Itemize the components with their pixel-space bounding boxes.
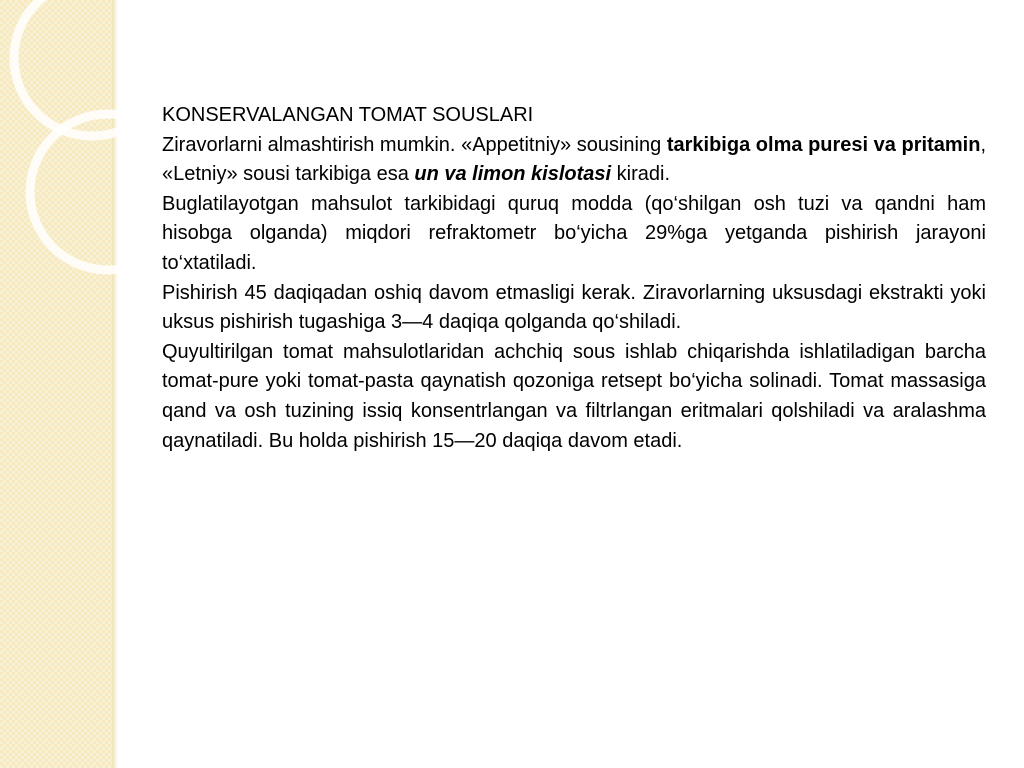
paragraph-3: Pishirish 45 daqiqadan oshiq davom etmasligi kerak. Ziravorlarning uksusdagi ekstrakti yoki uksus pishirish tugashiga 3—4 daqiqa qolganda qo‘shiladi. — [162, 281, 986, 334]
paragraph-2: Buglatilayotgan mahsulot tarkibidagi quruq modda (qo‘shilgan osh tuzi va qandni ham hisobga olganda) miqdori refraktometr bo‘yicha 29%ga yetganda pishirish jarayoni to‘xtatiladi. — [162, 192, 986, 274]
paragraph-4: Quyultirilgan tomat mahsulotlaridan achchiq sous ishlab chiqarishda ishlatiladigan barcha tomat-pure yoki tomat-pasta qaynatish qozoniga retsept bo‘yicha solinadi. Tomat massasiga qand va osh tuzining issiq konsentrlangan va filtrlangan eritmalari qolshiladi va aralashma qaynatiladi. Bu holda pishirish 15—20 daqiqa davom etadi. — [162, 340, 986, 452]
slide-content — [162, 101, 986, 456]
slide-title: KONSERVALANGAN TOMAT SOUSLARI — [162, 104, 534, 126]
decorative-rings — [0, 0, 160, 768]
paragraph-1-text-middle: , «Letniy» sousi tarkibiga esa — [162, 133, 986, 186]
paragraph-1-text: Ziravorlarni almashtirish mumkin. «Appetitniy» sousining — [162, 133, 667, 156]
paragraph-1-bold-ingredients: tarkibiga olma puresi va pritamin — [666, 133, 981, 156]
paragraph-1 — [162, 131, 986, 190]
paragraph-1-text-end: kiradi. — [611, 163, 670, 186]
paragraph-1-bold-italic-ingredients: un va limon kislotasi — [414, 163, 612, 186]
